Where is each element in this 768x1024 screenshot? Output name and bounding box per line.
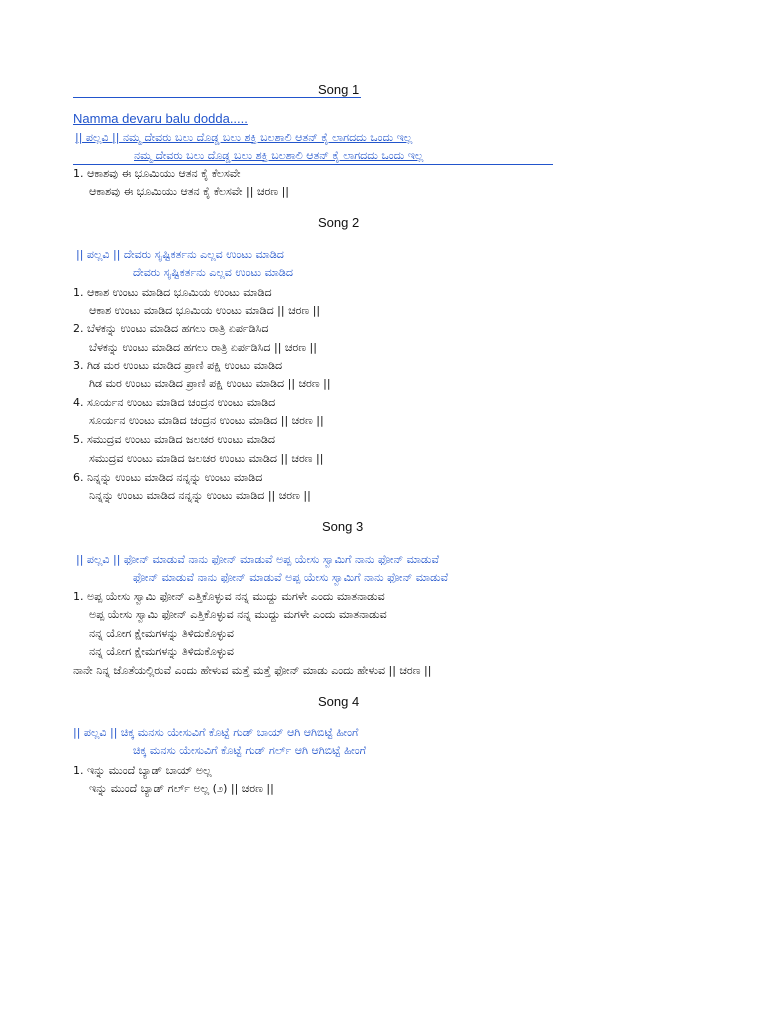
song-2-verse-3-line-1: 3. ಗಿಡ ಮರ ಉಂಟು ಮಾಡಿದ ಪ್ರಾಣಿ ಪಕ್ಷಿ ಉಂಟು ಮಾಡಿದ: [73, 359, 283, 372]
song-3-verse-1-line-1: 1. ಅಪ್ಪ ಯೇಸು ಸ್ವಾಮಿ ಫೋನ್ ಎತ್ತಿಕೊಳ್ಳುವ ನನ್ನ ಮುದ್ದು ಮಗಳೇ ಎಂದು ಮಾತನಾಡುವ: [73, 590, 385, 603]
song-1-verse-1-line-2: ಆಕಾಶವು ಈ ಭೂಮಿಯು ಆತನ ಕೈ ಕೆಲಸವೇ || ಚರಣ ||: [89, 185, 290, 198]
song-1-pallavi-rule: [73, 164, 553, 165]
song-2-verse-2-line-2: ಬೆಳಕನ್ನು ಉಂಟು ಮಾಡಿದ ಹಗಲು ರಾತ್ರಿ ಏರ್ಪಡಿಸಿದ || ಚರಣ ||: [89, 341, 317, 354]
song-1-pallavi-line-1[interactable]: || ಪಲ್ಲವಿ || ನಮ್ಮ ದೇವರು ಬಲು ದೊಡ್ಡ ಬಲು ಶಕ್ತಿ ಬಲಶಾಲಿ ಆತನ್ ಕೈ ಲಾಗದದು ಒಂದು ಇಲ್ಲ: [75, 131, 413, 144]
song-3-pallavi-line-2: ಫೋನ್ ಮಾಡುವೆ ನಾನು ಫೋನ್ ಮಾಡುವೆ ಅಪ್ಪ ಯೇಸು ಸ್ವಾಮಿಗೆ ನಾನು ಫೋನ್ ಮಾಡುವೆ: [133, 571, 449, 584]
song-4-pallavi-line-1: || ಪಲ್ಲವಿ || ಚಿಕ್ಕ ಮನಸು ಯೇಸುವಿಗೆ ಕೊಟ್ಟೆ ಗುಡ್ ಬಾಯ್ ಆಗಿ ಆಗಿಬಿಟ್ಟೆ ಹೀಂಗೆ: [73, 726, 359, 739]
song-2-verse-5-line-2: ಸಮುದ್ರವ ಉಂಟು ಮಾಡಿದ ಜಲಚರ ಉಂಟು ಮಾಡಿದ || ಚರಣ ||: [89, 452, 324, 465]
title-underline-rule: [73, 97, 361, 98]
song-4-verse-1-line-1: 1. ಇನ್ನು ಮುಂದೆ ಬ್ಯಾಡ್ ಬಾಯ್ ಅಲ್ಲ: [73, 764, 212, 777]
song-2-verse-4-line-1: 4. ಸೂರ್ಯನ ಉಂಟು ಮಾಡಿದ ಚಂದ್ರನ ಉಂಟು ಮಾಡಿದ: [73, 396, 276, 409]
song-2-verse-2-line-1: 2. ಬೆಳಕನ್ನು ಉಂಟು ಮಾಡಿದ ಹಗಲು ರಾತ್ರಿ ಏರ್ಪಡಿಸಿದ: [73, 322, 269, 335]
song-4-title: Song 4: [318, 694, 360, 709]
song-3-verse-1-line-3: ನನ್ನ ಯೋಗ ಕ್ಷೇಮಗಳನ್ನು ತಿಳಿದುಕೊಳ್ಳುವ: [89, 627, 234, 640]
song-2-verse-1-line-2: ಆಕಾಶ ಉಂಟು ಮಾಡಿದ ಭೂಮಿಯ ಉಂಟು ಮಾಡಿದ || ಚರಣ ||: [89, 304, 321, 317]
song-2-pallavi-line-1: || ಪಲ್ಲವಿ || ದೇವರು ಸೃಷ್ಟಿಕರ್ತನು ಎಲ್ಲವ ಉಂಟು ಮಾಡಿದ: [76, 248, 284, 261]
song-4-verse-1-line-2: ಇನ್ನು ಮುಂದೆ ಬ್ಯಾಡ್ ಗರ್ಲ್ ಅಲ್ಲ (೨) || ಚರಣ ||: [89, 782, 274, 795]
song-3-title: Song 3: [322, 519, 364, 534]
song-1-title: Song 1: [318, 82, 360, 97]
song-4-pallavi-line-2: ಚಿಕ್ಕ ಮನಸು ಯೇಸುವಿಗೆ ಕೊಟ್ಟೆ ಗುಡ್ ಗರ್ಲ್ ಆಗಿ ಆಗಿಬಿಟ್ಟೆ ಹೀಂಗೆ: [133, 744, 367, 757]
song-2-verse-5-line-1: 5. ಸಮುದ್ರವ ಉಂಟು ಮಾಡಿದ ಜಲಚರ ಉಂಟು ಮಾಡಿದ: [73, 433, 276, 446]
song-1-verse-1-line-1: 1. ಆಕಾಶವು ಈ ಭೂಮಿಯು ಆತನ ಕೈ ಕೆಲಸವೇ: [73, 167, 241, 180]
song-3-verse-1-line-4: ನನ್ನ ಯೋಗ ಕ್ಷೇಮಗಳನ್ನು ತಿಳಿದುಕೊಳ್ಳುವ: [89, 645, 234, 658]
song-2-verse-4-line-2: ಸೂರ್ಯನ ಉಂಟು ಮಾಡಿದ ಚಂದ್ರನ ಉಂಟು ಮಾಡಿದ || ಚರಣ ||: [89, 414, 324, 427]
song-1-link[interactable]: Namma devaru balu dodda.....: [73, 111, 248, 126]
song-3-verse-1-line-5: ನಾನೇ ನಿನ್ನ ಜೊತೆಯಲ್ಲಿರುವೆ ಎಂದು ಹೇಳುವ ಮತ್ತೆ ಮತ್ತೆ ಫೋನ್ ಮಾಡು ಎಂದು ಹೇಳುವ || ಚರಣ ||: [73, 664, 432, 677]
song-2-verse-6-line-2: ನಿನ್ನನ್ನು ಉಂಟು ಮಾಡಿದ ನನ್ನನ್ನು ಉಂಟು ಮಾಡಿದ || ಚರಣ ||: [89, 489, 311, 502]
song-2-verse-3-line-2: ಗಿಡ ಮರ ಉಂಟು ಮಾಡಿದ ಪ್ರಾಣಿ ಪಕ್ಷಿ ಉಂಟು ಮಾಡಿದ || ಚರಣ ||: [89, 377, 331, 390]
song-3-verse-1-line-2: ಅಪ್ಪ ಯೇಸು ಸ್ವಾಮಿ ಫೋನ್ ಎತ್ತಿಕೊಳ್ಳುವ ನನ್ನ ಮುದ್ದು ಮಗಳೇ ಎಂದು ಮಾತನಾಡುವ: [89, 608, 387, 621]
song-2-title: Song 2: [318, 215, 360, 230]
song-2-verse-6-line-1: 6. ನಿನ್ನನ್ನು ಉಂಟು ಮಾಡಿದ ನನ್ನನ್ನು ಉಂಟು ಮಾಡಿದ: [73, 471, 263, 484]
song-1-pallavi-line-2[interactable]: ನಮ್ಮ ದೇವರು ಬಲು ದೊಡ್ಡ ಬಲು ಶಕ್ತಿ ಬಲಶಾಲಿ ಆತನ್ ಕೈ ಲಾಗದದು ಒಂದು ಇಲ್ಲ: [134, 149, 424, 162]
song-2-pallavi-line-2: ದೇವರು ಸೃಷ್ಟಿಕರ್ತನು ಎಲ್ಲವ ಉಂಟು ಮಾಡಿದ: [133, 266, 293, 279]
song-3-pallavi-line-1: || ಪಲ್ಲವಿ || ಫೋನ್ ಮಾಡುವೆ ನಾನು ಫೋನ್ ಮಾಡುವೆ ಅಪ್ಪ ಯೇಸು ಸ್ವಾಮಿಗೆ ನಾನು ಫೋನ್ ಮಾಡುವೆ: [76, 553, 440, 566]
song-2-verse-1-line-1: 1. ಆಕಾಶ ಉಂಟು ಮಾಡಿದ ಭೂಮಿಯ ಉಂಟು ಮಾಡಿದ: [73, 286, 272, 299]
